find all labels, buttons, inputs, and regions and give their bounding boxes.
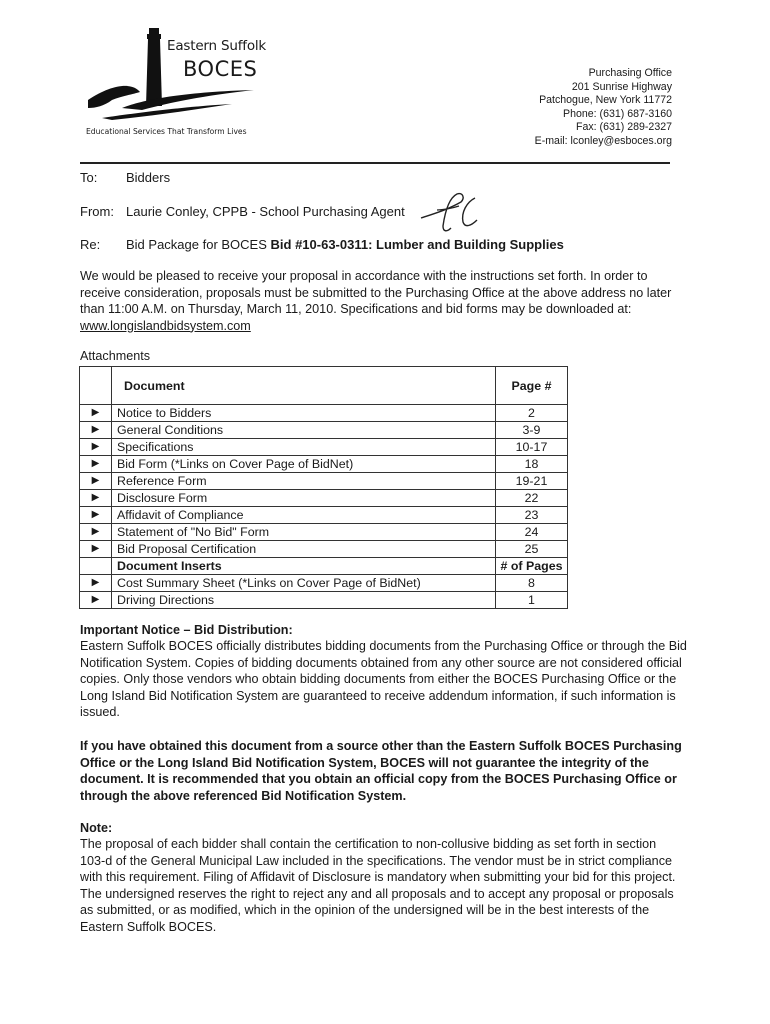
intro-text: We would be pleased to receive your proposal in accordance with the instructions set forth. In order to receive consideration, proposals must be submitted to the Purchasing Office at the above address no later than 11:00 A.M. on Thursday, March 11, 2010. Specifications and bid forms may be downloaded at: [80,269,672,316]
arrow-icon: ▶ [80,405,112,422]
doc-page: 18 [496,456,568,473]
table-row [80,405,568,422]
arrow-icon: ▶ [80,524,112,541]
table-row [80,456,568,473]
doc-page: 23 [496,507,568,524]
fax-line: Fax: (631) 289-2327 [576,121,672,134]
note-body: The proposal of each bidder shall contain the certification to non-collusive bidding as set forth in section 103-d of the General Municipal Law included in the specifications. The vendor must be in strict compliance with this requirement. Filing of Affidavit of Disclosure is mandatory when submitting your bid for this project. The undersigned reserves the right to reject any and all proposals and to accept any proposal or proposals as submitted, or as modified, which in the opinion of the undersigned will be in the best interests of the Eastern Suffolk BOCES. [80,837,676,934]
logo-org-name: Eastern Suffolk [167,38,267,54]
table-row [80,524,568,541]
attachments-table [79,366,568,609]
bid-system-link[interactable]: www.longislandbidsystem.com [80,318,251,333]
doc-page: 10-17 [496,439,568,456]
doc-name: Specifications [112,439,496,456]
doc-page: 2 [496,405,568,422]
phone-line: Phone: (631) 687-3160 [563,107,672,120]
to-value: Bidders [126,170,171,185]
doc-page: 24 [496,524,568,541]
arrow-icon: ▶ [80,541,112,558]
col-document-inserts: Document Inserts [112,558,496,575]
doc-name: Bid Proposal Certification [112,541,496,558]
attachments-label: Attachments [80,349,150,363]
doc-name: Notice to Bidders [112,405,496,422]
doc-name: Statement of "No Bid" Form [112,524,496,541]
table-row [80,490,568,507]
doc-page: 1 [496,592,568,609]
table-row [80,541,568,558]
to-label: To: [80,170,98,185]
re-prefix: Bid Package for BOCES [126,237,271,252]
arrow-icon: ▶ [80,439,112,456]
table-row [80,473,568,490]
doc-name: Cost Summary Sheet (*Links on Cover Page of BidNet) [112,575,496,592]
memo-re [80,237,700,253]
doc-page: 19-21 [496,473,568,490]
table-row [80,422,568,439]
arrow-icon: ▶ [80,456,112,473]
arrow-icon: ▶ [80,422,112,439]
logo-tagline: Educational Services That Transform Lives [86,127,247,136]
note-heading: Note: [80,821,113,835]
email-line: E-mail: lconley@esboces.org [534,134,672,147]
arrow-icon: ▶ [80,575,112,592]
doc-page: 3-9 [496,422,568,439]
doc-page: 22 [496,490,568,507]
address-line: Purchasing Office [588,67,672,79]
arrow-icon: ▶ [80,473,112,490]
from-value: Laurie Conley, CPPB - School Purchasing Agent [126,204,405,219]
notice-body: Eastern Suffolk BOCES officially distributes bidding documents from the Purchasing Office or through the Bid Notification System. Copies of bidding documents obtained from any other source are not considered official copies. Only those vendors who obtain bidding documents from either the BOCES Purchasing Office or the Long Island Bid Notification System are guaranteed to receive addendum information, if such information is issued. [80,639,687,719]
doc-name: General Conditions [112,422,496,439]
re-value [126,237,564,252]
table-header-row [80,367,568,405]
address-line: 201 Sunrise Highway [571,80,672,93]
col-document: Document [112,367,496,405]
notice-heading: Important Notice – Bid Distribution: [80,623,293,637]
arrow-icon: ▶ [80,592,112,609]
table-row [80,439,568,456]
arrow-icon: ▶ [80,490,112,507]
re-label: Re: [80,237,101,252]
table-row [80,592,568,609]
doc-name: Disclosure Form [112,490,496,507]
office-address [535,67,672,149]
arrow-icon: ▶ [80,507,112,524]
doc-name: Reference Form [112,473,496,490]
from-label: From: [80,204,114,219]
doc-page: 8 [496,575,568,592]
col-num-pages: # of Pages [496,558,568,575]
inserts-header-row [80,558,568,575]
doc-name: Affidavit of Compliance [112,507,496,524]
re-bid-title: Bid #10-63-0311: Lumber and Building Supplies [270,237,564,252]
intro-paragraph [80,268,675,334]
notice-warning: If you have obtained this document from a source other than the Eastern Suffolk BOCES Purchasing Office or the Long Island Bid Notification System, BOCES will not guarantee the integrity of the document. It is recommended that you obtain an official copy from the BOCES Purchasing Office or through the above referenced Bid Notification System. [80,739,682,803]
table-row [80,575,568,592]
table-row [80,507,568,524]
memo-from [80,204,680,220]
memo-to [80,170,680,186]
header-divider [80,162,670,164]
address-line: Patchogue, New York 11772 [539,94,672,107]
doc-name: Bid Form (*Links on Cover Page of BidNet) [112,456,496,473]
doc-name: Driving Directions [112,592,496,609]
logo-org-short: BOCES [183,57,258,81]
col-page: Page # [496,367,568,405]
doc-page: 25 [496,541,568,558]
signature-initials [413,188,483,236]
